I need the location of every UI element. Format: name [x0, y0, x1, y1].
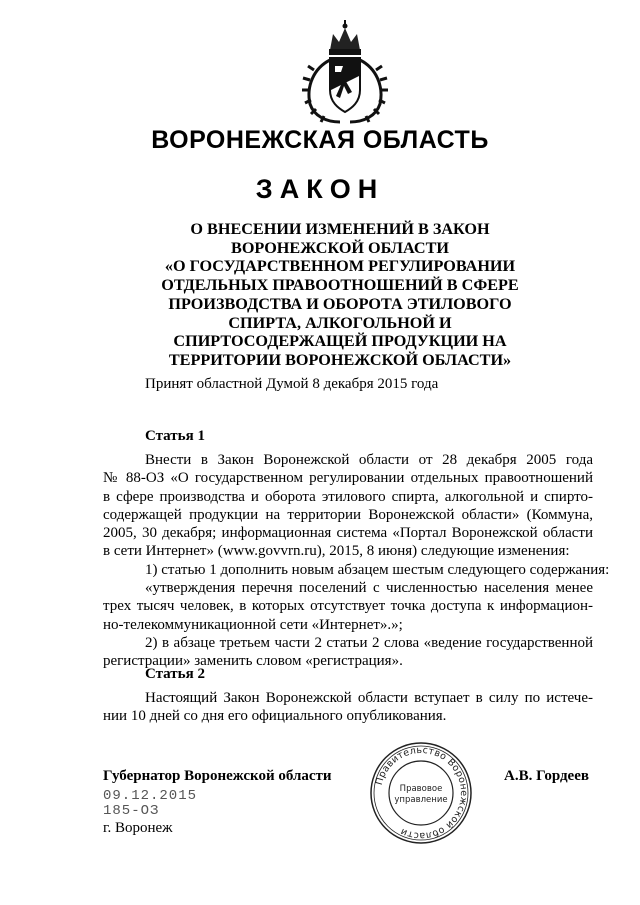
text-line: в сети Интернет» (www.govvrn.ru), 2015, 8 июня) следующие изменения:: [103, 543, 570, 560]
article-2-text: [103, 689, 593, 726]
law-title-line: ТЕРРИТОРИИ ВОРОНЕЖСКОЙ ОБЛАСТИ»: [168, 350, 512, 369]
law-title-line: «О ГОСУДАРСТВЕННОМ РЕГУЛИРОВАНИИ: [164, 257, 516, 276]
document-type: ЗАКОН: [255, 174, 385, 204]
law-title-line: ОТДЕЛЬНЫХ ПРАВООТНОШЕНИЙ В СФЕРЕ: [161, 276, 519, 295]
law-title-line: СПИРТОСОДЕРЖАЩЕЙ ПРОДУКЦИИ НА: [173, 332, 507, 351]
region-title: ВОРОНЕЖСКАЯ ОБЛАСТЬ: [151, 126, 489, 154]
text-line: в сфере производства и оборота этилового спирта, алкогольной и спирто-: [103, 488, 593, 505]
stamp-inner-text: управление: [394, 795, 448, 805]
stamp-outer-text: Правительство Воронежской области: [373, 744, 470, 842]
text-line: № 88-ОЗ «О государственном регулировании отдельных правоотношений: [103, 470, 593, 487]
official-stamp-icon: [368, 740, 474, 846]
registration-number: 185-ОЗ: [103, 803, 160, 819]
text-line: содержащей продукции на территории Воронежской области» (Коммуна,: [103, 506, 593, 523]
text-line: 2005, 30 декабря; информационная система «Портал Воронежской области: [103, 525, 593, 542]
stamp-inner-text: Правовое: [399, 784, 443, 794]
law-title-line: ПРОИЗВОДСТВА И ОБОРОТА ЭТИЛОВОГО: [168, 294, 512, 313]
text-line: 1) статью 1 дополнить новым абзацем шестым следующего содержания:: [145, 561, 610, 578]
law-title: [120, 220, 560, 370]
signer-name: А.В. Гордеев: [504, 768, 589, 784]
article-2-heading: Статья 2: [145, 666, 205, 682]
law-title-line: ВОРОНЕЖСКОЙ ОБЛАСТИ: [231, 238, 449, 257]
article-1-heading: Статья 1: [145, 428, 205, 444]
text-line: но-телекоммуникационной сети «Интернет».»;: [103, 616, 403, 633]
text-line: «утверждения перечня поселений с численностью населения менее: [145, 580, 593, 597]
adoption-note: Принят областной Думой 8 декабря 2015 года: [145, 376, 439, 392]
text-line: Настоящий Закон Воронежской области вступает в силу по истече-: [145, 690, 593, 706]
law-title-line: СПИРТА, АЛКОГОЛЬНОЙ И: [228, 313, 452, 332]
text-line: 2) в абзаце третьем части 2 статьи 2 слова «ведение государственной: [145, 634, 593, 651]
place-of-signing: г. Воронеж: [103, 820, 173, 836]
text-line: трех тысяч человек, в которых отсутствует точка доступа к информацион-: [103, 598, 593, 615]
text-line: нии 10 дней со дня его официального опубликования.: [103, 708, 447, 725]
law-title-line: О ВНЕСЕНИИ ИЗМЕНЕНИЙ В ЗАКОН: [190, 220, 490, 238]
registration-date: 09.12.2015: [103, 788, 198, 804]
text-line: регистрации» заменить словом «регистрация».: [103, 653, 403, 670]
text-line: Внести в Закон Воронежской области от 28 декабря 2005 года: [145, 452, 593, 468]
coat-of-arms-icon: [300, 20, 390, 125]
article-1-text: [103, 451, 610, 671]
governor-label: Губернатор Воронежской области: [103, 768, 332, 784]
